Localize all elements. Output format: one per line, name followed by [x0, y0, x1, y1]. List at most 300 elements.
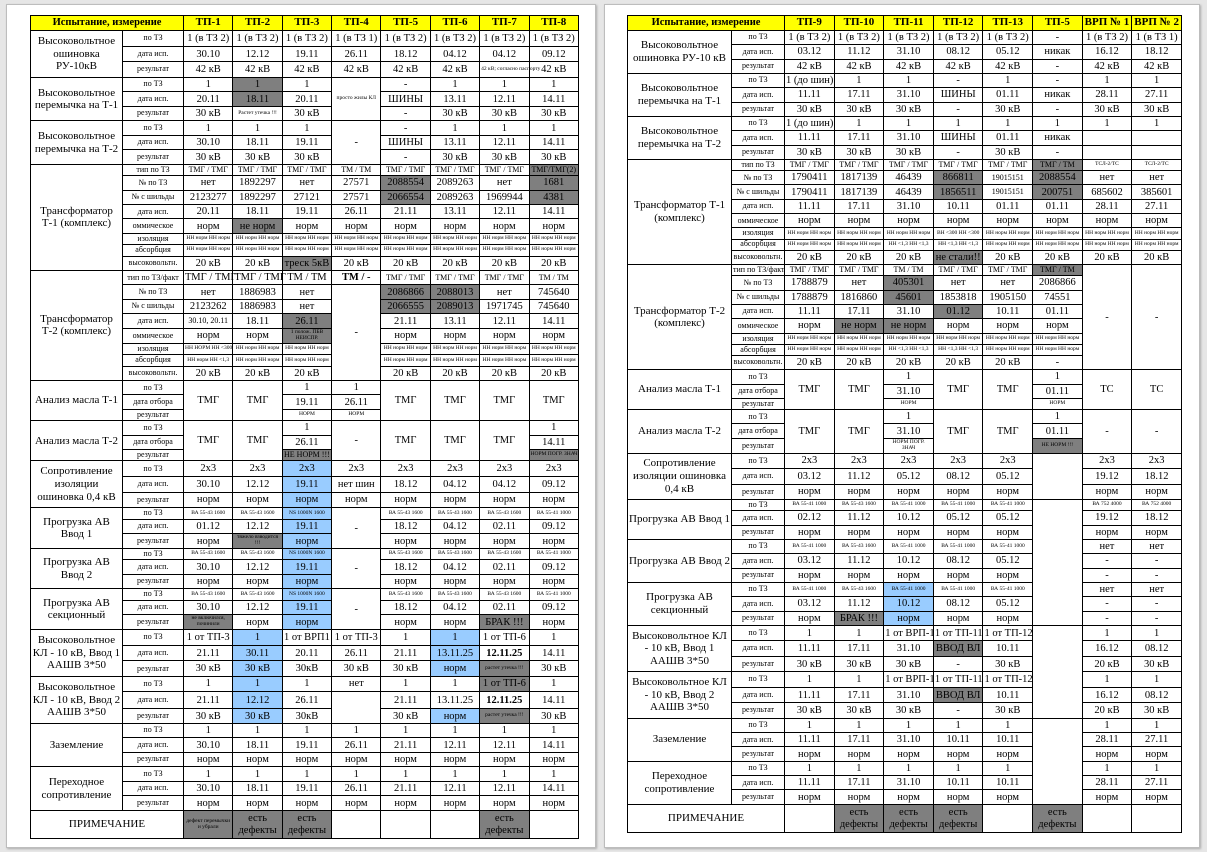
table-cell: НОРМ ПОГР. ЗНАЧ: [529, 450, 578, 461]
table-cell: 1: [834, 73, 884, 87]
table-cell: ШИНЫ: [381, 92, 430, 106]
section-label: Прогрузка АВ секционный: [31, 589, 123, 630]
row-label: результат: [123, 409, 184, 420]
table-cell: 30.10, 20.11: [184, 314, 233, 328]
table-cell: норм: [381, 615, 430, 630]
table-cell: нет: [480, 176, 529, 190]
row-label: № с шильды: [123, 190, 184, 204]
table-row: [628, 672, 1182, 687]
table-cell: 1: [282, 421, 331, 435]
table-cell: 2х3: [983, 453, 1033, 468]
table-cell: 19015151: [983, 171, 1033, 185]
table-row: [31, 381, 579, 395]
table-cell: 2089263: [430, 190, 479, 204]
table-cell: 01.12: [933, 304, 983, 318]
table-cell: 31.10: [884, 199, 934, 213]
table-cell: треск 5кВ: [282, 256, 331, 270]
table-cell: 26.11: [332, 645, 381, 661]
table-cell: 08.12: [933, 45, 983, 59]
table-cell: 1: [1132, 625, 1182, 640]
table-cell: НН норм НН норм: [933, 333, 983, 344]
row-label: по ТЗ: [123, 421, 184, 435]
row-label: результат: [732, 568, 785, 582]
row-label: результат: [732, 703, 785, 718]
table-cell: 1: [529, 77, 578, 91]
table-cell: 18.12: [1132, 511, 1182, 525]
table-cell: ТМГ / ТМГ: [282, 164, 331, 175]
table-cell: 1: [785, 761, 835, 775]
table-cell: ТМГ/ТМГ(2): [529, 164, 578, 175]
table-cell: 12.11: [430, 738, 479, 752]
table-cell: 13.11: [430, 314, 479, 328]
table-cell: 11.11: [785, 131, 835, 145]
table-cell: 405301: [884, 276, 934, 290]
table-cell: 19.11: [282, 519, 331, 533]
table-cell: НН <1,3 НН <1,3: [884, 239, 934, 250]
table-cell: ТМГ: [184, 381, 233, 421]
table-cell: не норм: [884, 319, 934, 333]
table-cell: ВА 55-41 1000: [529, 508, 578, 519]
row-label: № по ТЗ: [123, 285, 184, 299]
row-label: тип по ТЗ/факт: [733, 265, 785, 274]
table-cell: ВА 55-43 1600: [184, 508, 233, 519]
table-cell: норм: [430, 574, 479, 588]
table-cell: -: [1082, 568, 1132, 582]
table-cell: ТМ / -: [332, 270, 381, 284]
table-cell: норм: [529, 219, 578, 233]
table-cell: 1: [381, 677, 430, 691]
table-cell: -: [1082, 410, 1132, 454]
table-cell: 2х3: [1082, 453, 1132, 468]
table-cell: 1: [529, 121, 578, 135]
table-cell: 10.12: [884, 554, 934, 568]
table-cell: НН норм НН норм: [1033, 228, 1083, 239]
table-cell: норм: [983, 790, 1033, 805]
table-cell: 1: [884, 718, 934, 732]
row-label: результат: [732, 611, 785, 625]
table-cell: [1033, 625, 1083, 718]
row-label: дата исп.: [732, 511, 785, 525]
table-cell: НОРМ: [1033, 398, 1083, 409]
table-cell: 745640: [529, 285, 578, 299]
row-label: дата исп.: [123, 645, 184, 661]
table-cell: 28.11: [1082, 199, 1132, 213]
table-cell: НН норм НН норм: [332, 245, 381, 256]
table-cell: 30 кВ: [282, 106, 331, 120]
table-cell: НН норм НН норм: [884, 228, 934, 239]
row-label: дата исп.: [123, 92, 184, 106]
table-cell: ТМГ: [381, 421, 430, 461]
table-cell: норм: [933, 611, 983, 625]
table-cell: 20 кВ: [834, 355, 884, 369]
table-cell: 20.11: [184, 92, 233, 106]
table-cell: 30.10: [184, 600, 233, 614]
table-cell: Растет утечка !!!: [233, 106, 282, 120]
table-cell: 11.12: [834, 597, 884, 611]
row-label: дата исп.: [123, 781, 184, 795]
table-cell: 14.11: [529, 435, 578, 449]
table-cell: 20 кВ: [1082, 250, 1132, 264]
table-cell: ТС: [1132, 370, 1182, 410]
table-row: [628, 582, 1182, 596]
table-cell: -: [1033, 59, 1083, 73]
table-cell: 1: [184, 723, 233, 737]
table-cell: 05.12: [983, 511, 1033, 525]
row-label: тип по ТЗ: [123, 164, 184, 175]
table-cell: ТМ / ТМ: [332, 164, 381, 175]
table-cell: норм: [381, 574, 430, 588]
table-cell: нет: [1082, 171, 1132, 185]
section-label: Анализ масла Т-2: [31, 421, 123, 461]
corner-header: Испытание, измерение: [31, 16, 184, 31]
table-cell: 31.10: [884, 776, 934, 790]
table-cell: 18.11: [233, 92, 282, 106]
table-cell: 1: [430, 77, 479, 91]
note-cell: [1132, 805, 1182, 833]
table-cell: ВА 55-41 1000: [933, 500, 983, 511]
table-cell: 14.11: [529, 645, 578, 661]
row-label: по ТЗ: [732, 500, 785, 511]
table-cell: ТМГ / ТМГ: [834, 159, 884, 170]
table-cell: 1: [233, 77, 282, 91]
table-cell: норм: [1033, 319, 1083, 333]
note-cell: есть дефекты: [480, 811, 529, 839]
table-cell: ВА 55-41 1000: [529, 589, 578, 600]
table-cell: норм: [884, 747, 934, 761]
table-cell: ТМГ / ТМГ: [430, 164, 479, 175]
table-cell: норм: [430, 615, 479, 630]
table-cell: -: [933, 73, 983, 87]
table-cell: 18.12: [381, 477, 430, 493]
table-cell: 1 от ТП-12: [983, 625, 1033, 640]
table-cell: норм: [233, 615, 282, 630]
table-cell: НН норм НН норм: [381, 343, 430, 354]
table-cell: 30 кВ: [785, 102, 835, 116]
table-cell: 27.11: [1132, 776, 1182, 790]
section-label: Прогрузка АВ Ввод 1: [628, 500, 732, 540]
table-cell: 20 кВ: [430, 256, 479, 270]
table-cell: [1132, 131, 1182, 145]
table-cell: ВА 55-43 1600: [834, 500, 884, 511]
table-cell: 1: [332, 381, 381, 395]
table-cell: 12.11: [480, 135, 529, 149]
table-cell: 16.12: [1082, 45, 1132, 59]
table-cell: норм: [529, 534, 578, 549]
table-cell: 09.12: [529, 600, 578, 614]
table-cell: 1 (в ТЗ 2): [884, 30, 934, 44]
table-cell: 30 кВ: [834, 145, 884, 159]
table-cell: 10.11: [983, 687, 1033, 702]
section-label: Высоковольтное КЛ - 10 кВ, Ввод 2 ААШВ 3*50: [628, 672, 732, 718]
table-cell: 1: [884, 410, 934, 424]
table-cell: 19015151: [983, 185, 1033, 199]
table-cell: 26.11: [332, 46, 381, 62]
table-cell: 30 кВ: [1132, 656, 1182, 671]
column-header: ВРП № 2: [1132, 16, 1182, 31]
table-cell: 1856511: [933, 185, 983, 199]
table-cell: 1905150: [983, 290, 1033, 304]
note-cell: [332, 811, 381, 839]
table-cell: НН норм НН норм: [381, 245, 430, 256]
table-cell: ВА 55-43 1600: [233, 549, 282, 560]
table-cell: 17.11: [834, 88, 884, 102]
row-label: дата исп.: [123, 135, 184, 149]
table-cell: 1 (в ТЗ 1): [1132, 30, 1182, 44]
table-cell: НН норм НН норм: [282, 245, 331, 256]
test-results-table-right: [627, 15, 1182, 833]
table-cell: ТС: [1082, 370, 1132, 410]
row-label: результат: [123, 574, 184, 588]
table-cell: ТМГ: [233, 381, 282, 421]
table-cell: 1: [834, 761, 884, 775]
table-cell: ВА 55-41 1000: [983, 582, 1033, 596]
note-cell: [381, 811, 430, 839]
table-cell: НН норм НН норм: [983, 228, 1033, 239]
table-cell: 2х3: [529, 461, 578, 477]
table-cell: норм: [529, 752, 578, 766]
table-cell: норм: [834, 747, 884, 761]
table-cell: 1 (в ТЗ 2): [834, 30, 884, 44]
note-cell: [983, 805, 1033, 833]
section-label: Высоковольтное КЛ - 10 кВ, Ввод 2 ААШВ 3*50: [31, 677, 123, 724]
table-cell: 30 кВ: [184, 661, 233, 677]
table-cell: норм: [933, 484, 983, 499]
row-label: оммическое: [123, 219, 184, 233]
row-label: дата исп.: [732, 45, 785, 59]
table-cell: растет утечка !!!: [480, 709, 529, 723]
table-cell: норм: [332, 219, 381, 233]
table-cell: 1: [1082, 116, 1132, 130]
table-row: [628, 410, 1182, 424]
table-cell: 12.12: [233, 46, 282, 62]
sheet-page-left: [6, 4, 596, 848]
table-cell: 42 кВ; согласно паспорту: [480, 62, 529, 78]
table-cell: 1: [785, 625, 835, 640]
section-label: Высоковольтное КЛ - 10 кВ, Ввод 1 ААШВ 3*50: [628, 625, 732, 671]
table-cell: НН норм НН норм: [430, 245, 479, 256]
row-label: № по ТЗ: [732, 276, 785, 290]
row-label: по ТЗ: [123, 77, 184, 91]
row-label: изоляция: [732, 228, 785, 239]
table-cell: 1: [233, 767, 282, 781]
table-cell: -: [381, 150, 430, 164]
table-cell: 1: [282, 723, 331, 737]
table-cell: ТМГ / ТМГ: [480, 164, 529, 175]
table-cell: ВА 55-43 1600: [184, 589, 233, 600]
table-cell: 1: [1033, 370, 1083, 384]
note-cell: есть дефекты: [834, 805, 884, 833]
table-cell: норм: [785, 611, 835, 625]
table-cell: 26.11: [332, 738, 381, 752]
table-cell: ТМГ: [983, 370, 1033, 410]
table-cell: ТМГ: [430, 421, 479, 461]
table-cell: норм: [233, 492, 282, 508]
table-cell: 27.11: [1132, 199, 1182, 213]
row-label: дата отбора: [123, 435, 184, 449]
sheet-page-right: [604, 4, 1200, 848]
column-header: ТП-6: [430, 16, 479, 31]
table-cell: 17.11: [834, 687, 884, 702]
table-cell: 14.11: [529, 781, 578, 795]
table-cell: 1: [1132, 672, 1182, 687]
column-header: ТП-5: [1033, 16, 1083, 31]
table-cell: 17.11: [834, 641, 884, 656]
table-cell: ТМГ: [529, 381, 578, 421]
table-cell: ТМГ / ТМГ: [480, 270, 529, 284]
table-cell: ВА 752 4000: [1082, 500, 1132, 511]
row-label: дата отбора: [123, 395, 184, 409]
table-cell: 1: [1082, 672, 1132, 687]
table-cell: 14.11: [529, 738, 578, 752]
table-cell: 04.12: [430, 560, 479, 574]
table-cell: ВА 55-41 1000: [785, 500, 835, 511]
table-cell: 1: [529, 677, 578, 691]
table-cell: норм: [480, 574, 529, 588]
table-cell: 866811: [933, 171, 983, 185]
column-header: ТП-7: [480, 16, 529, 31]
table-cell: 12.12: [233, 560, 282, 574]
table-row: [628, 625, 1182, 640]
table-cell: норм: [184, 328, 233, 343]
table-row: [31, 121, 579, 135]
table-cell: 1: [1033, 116, 1083, 130]
table-cell: 20 кВ: [1082, 656, 1132, 671]
table-cell: 08.12: [933, 597, 983, 611]
table-cell: НН норм НН норм: [983, 344, 1033, 355]
table-cell: ВА 55-41 1000: [529, 549, 578, 560]
table-cell: ТМГ: [834, 370, 884, 410]
table-cell: 01.11: [1033, 304, 1083, 318]
table-cell: 1: [282, 121, 331, 135]
table-cell: норм: [529, 615, 578, 630]
note-cell: есть дефекты: [233, 811, 282, 839]
table-cell: НОРМ ПОГР. ЗНАЧ: [884, 438, 934, 453]
section-label: Трансформатор Т-1 (комплекс): [31, 164, 123, 270]
table-cell: 01.11: [1033, 384, 1083, 398]
table-cell: норм: [184, 752, 233, 766]
table-cell: -: [933, 102, 983, 116]
table-cell: 02.11: [480, 560, 529, 574]
table-cell: [1132, 145, 1182, 159]
table-cell: 42 кВ: [1132, 59, 1182, 73]
table-cell: норм: [1132, 214, 1182, 228]
table-cell: -: [1132, 410, 1182, 454]
table-cell: 1853818: [933, 290, 983, 304]
row-label: оммическое: [732, 319, 785, 333]
row-label: тип по ТЗ: [732, 159, 785, 170]
section-label: Заземление: [628, 718, 732, 761]
row-label: по ТЗ: [123, 549, 184, 560]
table-cell: 20 кВ: [529, 366, 578, 380]
table-cell: ТМГ / ТМ: [1033, 265, 1083, 276]
section-label: Сопротивление изоляции ошиновка 0,4 кВ: [628, 453, 732, 499]
table-cell: 30.10: [184, 781, 233, 795]
table-row: [628, 761, 1182, 775]
table-cell: 05.12: [884, 469, 934, 484]
table-cell: 1 от ТП-11: [933, 672, 983, 687]
row-label: дата исп.: [732, 304, 785, 318]
table-cell: 1 (до шин): [786, 118, 834, 130]
table-cell: 30.10: [184, 738, 233, 752]
row-label: дата исп.: [123, 560, 184, 574]
table-cell: НН норм НН норм: [1082, 228, 1132, 239]
table-cell: 1: [233, 630, 282, 646]
table-cell: 20 кВ: [480, 256, 529, 270]
table-cell: 1: [1132, 761, 1182, 775]
table-cell: норм: [233, 796, 282, 811]
table-cell: 1: [1082, 718, 1132, 732]
table-cell: 19.11: [282, 477, 331, 493]
table-cell: 04.12: [480, 46, 529, 62]
table-cell: 19.11: [282, 781, 331, 795]
row-label: по ТЗ: [123, 589, 184, 600]
table-cell: не включился, починили: [184, 615, 233, 630]
table-cell: 20 кВ: [983, 250, 1033, 264]
table-cell: норм: [983, 484, 1033, 499]
table-cell: 1: [834, 672, 884, 687]
table-cell: 30 кВ: [983, 656, 1033, 671]
column-header: ТП-4: [332, 16, 381, 31]
table-cell: 20 кВ: [184, 366, 233, 380]
table-cell: ТМГ: [933, 370, 983, 410]
table-cell: 26.11: [282, 435, 331, 449]
table-cell: ТМГ: [480, 421, 529, 461]
table-cell: 1: [884, 370, 934, 384]
table-cell: 2х3: [430, 461, 479, 477]
table-cell: 10.12: [884, 597, 934, 611]
table-cell: норм: [184, 492, 233, 508]
table-cell: 12.11.25: [480, 691, 529, 709]
table-cell: НН <1,3 НН <1,3: [884, 344, 934, 355]
table-cell: 18.12: [1132, 45, 1182, 59]
table-cell: 11.11: [785, 304, 835, 318]
table-cell: 1681: [529, 176, 578, 190]
row-label: результат: [123, 752, 184, 766]
table-cell: норм: [233, 752, 282, 766]
row-label: результат: [123, 796, 184, 811]
table-cell: 1 от ВРП-1: [884, 672, 934, 687]
row-label: результат: [732, 438, 785, 453]
row-label: изоляция: [123, 343, 184, 354]
table-cell: норм: [430, 661, 479, 677]
table-cell: 02.11: [480, 519, 529, 533]
table-cell: норм: [430, 534, 479, 549]
table-cell: НН норм НН норм: [785, 228, 835, 239]
table-cell: 1: [785, 672, 835, 687]
table-cell: 30 кВ: [480, 150, 529, 164]
row-label: по ТЗ: [732, 453, 785, 468]
table-cell: 1: [184, 121, 233, 135]
table-cell: 12.11: [480, 92, 529, 106]
table-cell: 14.11: [529, 314, 578, 328]
table-cell: 42 кВ: [834, 59, 884, 73]
table-cell: ВА 55-43 1600: [834, 582, 884, 596]
table-cell: 30 кВ: [884, 102, 934, 116]
table-cell: норм: [834, 214, 884, 228]
section-label: Прогрузка АВ Ввод 1: [31, 508, 123, 549]
table-cell: 30 кВ: [529, 150, 578, 164]
table-cell: 30 кВ: [233, 661, 282, 677]
table-cell: 14.11: [529, 92, 578, 106]
table-cell: норм: [785, 790, 835, 805]
section-label: Прогрузка АВ Ввод 2: [628, 539, 732, 582]
table-cell: 31.10: [884, 733, 934, 747]
table-cell: 18.12: [381, 560, 430, 574]
table-cell: 1: [1082, 761, 1132, 775]
table-cell: норм: [1082, 747, 1132, 761]
row-label: дата исп.: [732, 776, 785, 790]
table-cell: 30.10: [184, 560, 233, 574]
